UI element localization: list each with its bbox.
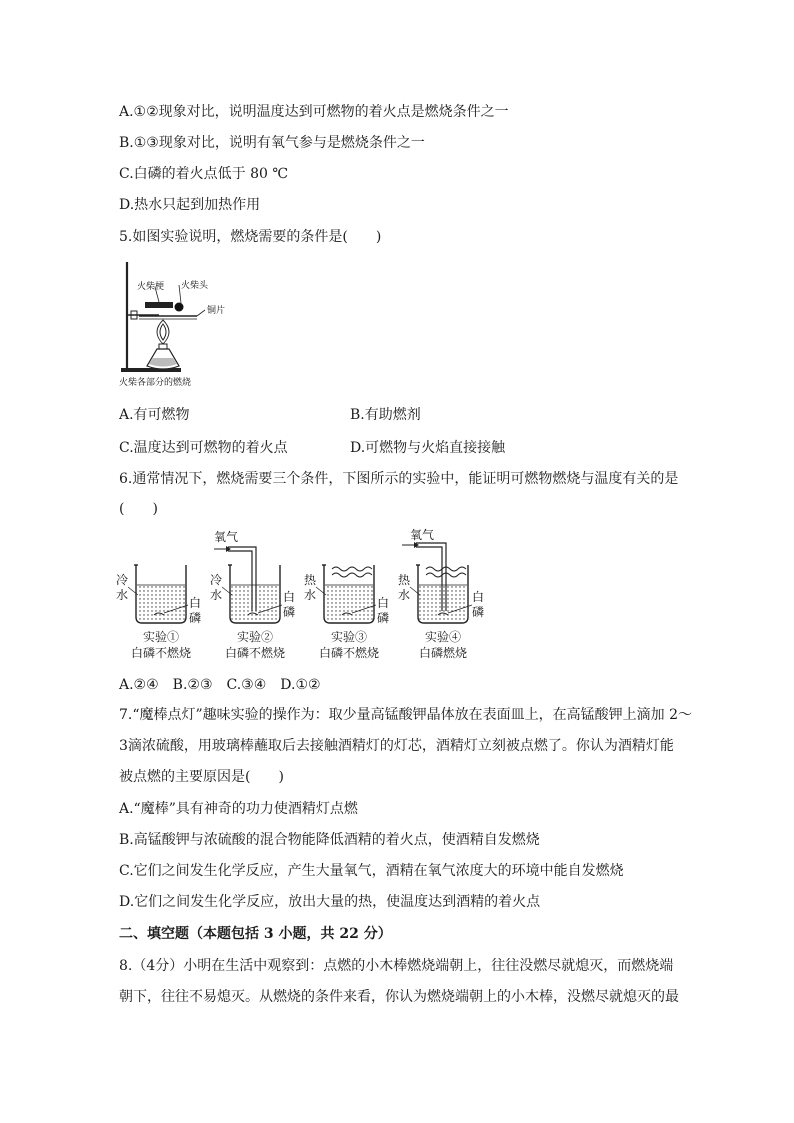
exp3-water-label-2: 水 [304,588,317,602]
exp1-result: 白磷不燃烧 [130,646,191,660]
exp1-water-label-2: 水 [116,588,129,602]
experiment-3 [304,565,389,625]
q8-stem-line2: 朝下，往往不易熄灭。从燃烧的条件来看，你认为燃烧端朝上的小木棒，没燃尽就熄灭的最 [119,989,679,1005]
match-burning-figure [117,258,247,390]
exp3-result: 白磷不燃烧 [318,646,379,660]
exp1-caption [116,629,206,661]
match-burning-diagram [117,258,247,390]
figure-caption: 火柴各部分的燃烧 [119,378,192,388]
experiment-4 [398,527,484,623]
q6-options: A.②④ B.②③ C.③④ D.①② [119,677,321,693]
experiment-1 [116,565,201,625]
exp4-phosphorus-label-1: 白 [472,590,485,604]
q7-stem-line3: 被点燃的主要原因是( ) [119,769,284,785]
exp3-name: 实验③ [330,630,367,644]
exp3-phosphorus-label-1: 白 [377,596,390,610]
experiment-2 [210,529,295,623]
q7-option-c: C.它们之间发生化学反应，产生大量氧气，酒精在氧气浓度大的环境中能自发燃烧 [119,863,624,879]
exp4-oxygen-label: 氧气 [410,528,435,542]
q4-option-c: C.白磷的着火点低于 80 ℃ [119,166,289,182]
exp2-result: 白磷不燃烧 [224,646,285,660]
q8-stem-line1: 8.（4分）小明在生活中观察到：点燃的小木棒燃烧端朝上，往往没燃尽就熄灭，而燃烧端 [119,958,674,974]
exp2-phosphorus-label-2: 磷 [283,605,296,619]
exp1-phosphorus-label-2: 磷 [189,611,202,625]
exp4-result: 白磷燃烧 [418,646,467,660]
q6-stem-line2: ( ) [119,501,158,517]
q4-option-a: A.①②现象对比，说明温度达到可燃物的着火点是燃烧条件之一 [119,104,509,120]
exp4-caption [398,629,488,661]
exp2-oxygen-label: 氧气 [214,530,239,544]
exp4-water-label-2: 水 [398,588,411,602]
q7-stem-line1: 7.“魔棒点灯”趣味实验的操作为：取少量高锰酸钾晶体放在表面皿上，在高锰酸钾上滴加 2～ [119,707,693,723]
section-title: 二、填空题（本题包括 3 小题，共 22 分） [119,926,392,942]
q5-stem: 5.如图实验说明，燃烧需要的条件是( ) [119,229,382,245]
exp4-phosphorus-label-2: 磷 [472,605,485,619]
exp2-name: 实验② [236,630,273,644]
exp3-water-label-1: 热 [304,573,317,587]
q5-option-a: A.有可燃物 [119,407,190,423]
q7-option-d: D.它们之间发生化学反应，放出大量的热，使温度达到酒精的着火点 [119,894,541,910]
exp1-water-label-1: 冷 [116,573,129,587]
phosphorus-experiment-figure [110,525,510,665]
q6-stem-line1: 6.通常情况下，燃烧需要三个条件，下图所示的实验中，能证明可燃物燃烧与温度有关的是 [119,471,679,487]
label-copper-sheet: 铜片 [207,306,226,316]
q5-option-d: D.可燃物与火焰直接接触 [350,440,506,456]
q5-option-b: B.有助燃剂 [350,407,421,423]
q7-option-b: B.高锰酸钾与浓硫酸的混合物能降低酒精的着火点，使酒精自发燃烧 [119,832,540,848]
exp1-name: 实验① [142,630,179,644]
exp2-water-label-2: 水 [210,588,223,602]
exp2-water-label-1: 冷 [210,573,223,587]
q4-option-b: B.①③现象对比，说明有氧气参与是燃烧条件之一 [119,135,425,151]
exp4-water-label-1: 热 [398,573,411,587]
exp2-caption [210,629,300,661]
exp1-phosphorus-label-1: 白 [189,596,202,610]
q4-option-d: D.热水只起到加热作用 [119,197,261,213]
q5-option-c: C.温度达到可燃物的着火点 [119,440,288,456]
label-match-stick: 火柴梗 [137,282,165,292]
q7-option-a: A.“魔棒”具有神奇的功力使酒精灯点燃 [119,801,358,817]
exp3-caption [304,629,394,661]
exp2-phosphorus-label-1: 白 [283,590,296,604]
q7-stem-line2: 3滴浓硫酸，用玻璃棒蘸取后去接触酒精灯的灯芯，酒精灯立刻被点燃了。你认为酒精灯能 [119,738,674,754]
label-match-head: 火柴头 [181,281,209,291]
exp3-phosphorus-label-2: 磷 [377,611,390,625]
exp4-name: 实验④ [424,630,461,644]
